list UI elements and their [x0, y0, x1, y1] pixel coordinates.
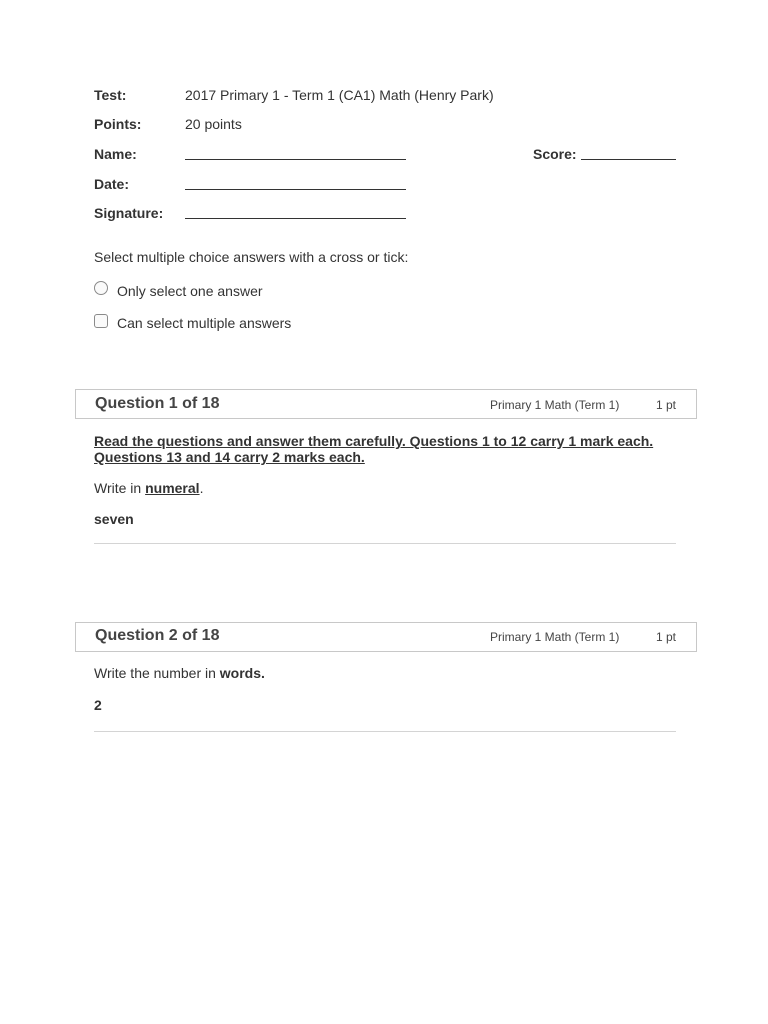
- points-label: Points:: [94, 116, 142, 132]
- question-2-category: Primary 1 Math (Term 1): [490, 630, 620, 644]
- question-1-prompt-emphasis: numeral: [145, 480, 200, 496]
- checkbox-legend-label: Can select multiple answers: [117, 315, 292, 331]
- question-1-category: Primary 1 Math (Term 1): [490, 398, 620, 412]
- signature-label: Signature:: [94, 205, 164, 221]
- question-1-title: Question 1 of 18: [95, 395, 220, 412]
- question-2-header: [75, 622, 697, 652]
- checkbox-icon: [94, 314, 108, 328]
- question-1-prompt-prefix: Write in: [94, 480, 146, 496]
- signature-blank-line[interactable]: [185, 218, 406, 219]
- question-2-prompt: [94, 665, 265, 681]
- question-1-points: 1 pt: [656, 398, 677, 412]
- answer-instructions: Select multiple choice answers with a cross or tick:: [94, 249, 409, 265]
- radio-button-icon: [94, 281, 108, 295]
- question-2-item: 2: [94, 697, 102, 713]
- date-label: Date:: [94, 176, 130, 192]
- question-1-item: seven: [94, 511, 134, 527]
- question-2-title: Question 2 of 18: [95, 627, 220, 644]
- question-1-prompt: [94, 480, 203, 496]
- name-label: Name:: [94, 146, 137, 162]
- question-2-prompt-prefix: Write the number in: [94, 665, 220, 681]
- question-2-answer-divider: [94, 731, 676, 732]
- question-2-prompt-emphasis: words.: [219, 665, 265, 681]
- question-2-points: 1 pt: [656, 630, 677, 644]
- date-blank-line[interactable]: [185, 189, 406, 190]
- radio-legend-label: Only select one answer: [117, 283, 263, 299]
- question-1-directions-line-2: Questions 13 and 14 carry 2 marks each.: [94, 449, 365, 465]
- score-blank-line[interactable]: [581, 159, 676, 160]
- question-1-directions-line-1: Read the questions and answer them carefully. Questions 1 to 12 carry 1 mark each.: [94, 433, 654, 449]
- question-1-header: [75, 389, 697, 419]
- question-1-prompt-suffix: .: [199, 480, 204, 496]
- name-blank-line[interactable]: [185, 159, 406, 160]
- score-label: Score:: [533, 146, 577, 162]
- test-name: 2017 Primary 1 - Term 1 (CA1) Math (Henry Park): [185, 87, 494, 103]
- question-1-answer-divider: [94, 543, 676, 544]
- test-label: Test:: [94, 87, 127, 103]
- points-value: 20 points: [185, 116, 242, 132]
